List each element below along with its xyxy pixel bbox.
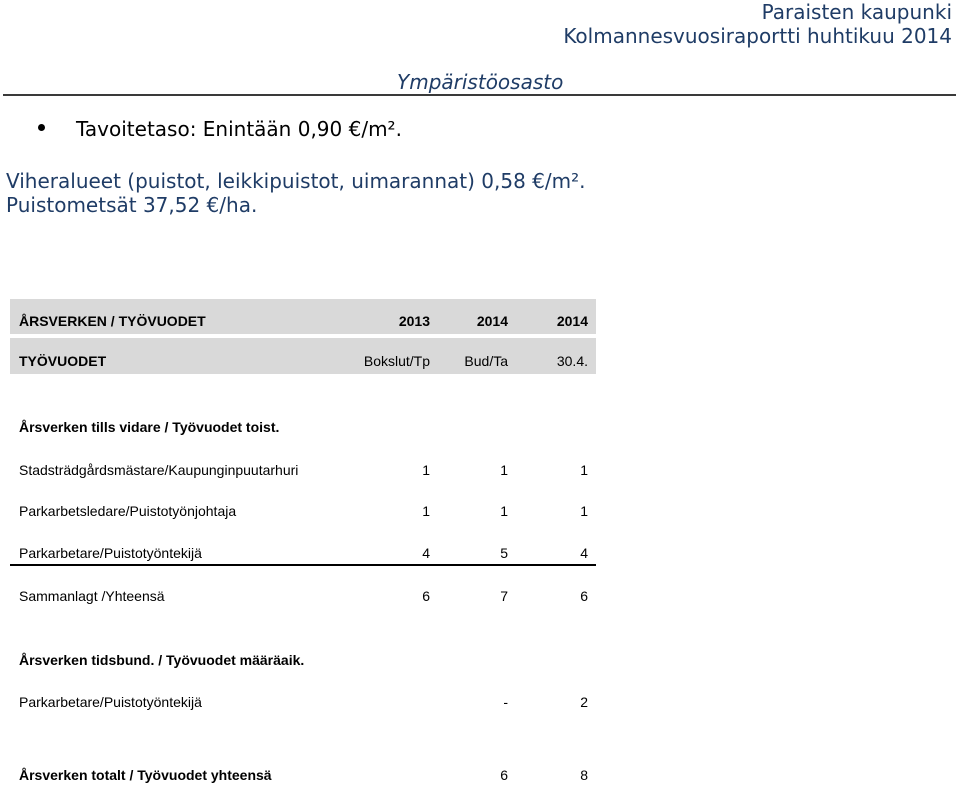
subtotal-divider: [10, 564, 596, 566]
row-col3: 1: [580, 462, 588, 478]
subheader-col1: Bokslut/Tp: [363, 353, 430, 369]
subheader-col3: 30.4.: [556, 353, 588, 369]
row-label: Parkarbetsledare/Puistotyönjohtaja: [19, 503, 237, 519]
organization-name: Paraisten kaupunki: [761, 0, 952, 24]
row-col1: 1: [422, 462, 430, 478]
row-label: Parkarbetare/Puistotyöntekijä: [19, 545, 202, 561]
row-col2: -: [503, 694, 508, 710]
subheader-col2: Bud/Ta: [464, 353, 508, 369]
subheader-label: TYÖVUODET: [19, 353, 107, 369]
report-title: Kolmannesvuosiraportti huhtikuu 2014: [563, 24, 952, 48]
row-col3: 1: [580, 503, 588, 519]
row-col3: 4: [580, 545, 588, 561]
header-label: ÅRSVERKEN / TYÖVUODET: [19, 313, 206, 329]
target-level-text: Tavoitetaso: Enintään 0,90 €/m².: [76, 117, 402, 141]
row-label: Parkarbetare/Puistotyöntekijä: [19, 694, 202, 710]
department-name: Ympäristöosasto: [397, 70, 564, 94]
subtotal-col3: 6: [580, 588, 588, 604]
header-year-col2: 2014: [476, 313, 508, 329]
row-col3: 2: [580, 694, 588, 710]
green-areas-cost-text: Viheralueet (puistot, leikkipuistot, uimarannat) 0,58 €/m².: [6, 169, 586, 193]
fixed-term-section-heading: Årsverken tidsbund. / Työvuodet määräaik.: [19, 652, 305, 668]
bullet-icon: [38, 124, 45, 131]
total-col3: 8: [580, 767, 588, 783]
row-col2: 5: [500, 545, 508, 561]
row-col1: 4: [422, 545, 430, 561]
total-label: Årsverken totalt / Työvuodet yhteensä: [19, 767, 272, 783]
row-col2: 1: [500, 503, 508, 519]
header-divider: [3, 94, 956, 96]
header-year-col3: 2014: [556, 313, 588, 329]
subtotal-label: Sammanlagt /Yhteensä: [19, 588, 165, 604]
row-label: Stadsträdgårdsmästare/Kaupunginpuutarhuri: [19, 462, 299, 478]
row-col1: 1: [422, 503, 430, 519]
park-forests-cost-text: Puistometsät 37,52 €/ha.: [6, 193, 258, 217]
row-col2: 1: [500, 462, 508, 478]
permanent-section-heading: Årsverken tills vidare / Työvuodet toist.: [19, 419, 280, 435]
header-year-col1: 2013: [398, 313, 430, 329]
subtotal-col1: 6: [422, 588, 430, 604]
subtotal-col2: 7: [500, 588, 508, 604]
total-col2: 6: [500, 767, 508, 783]
